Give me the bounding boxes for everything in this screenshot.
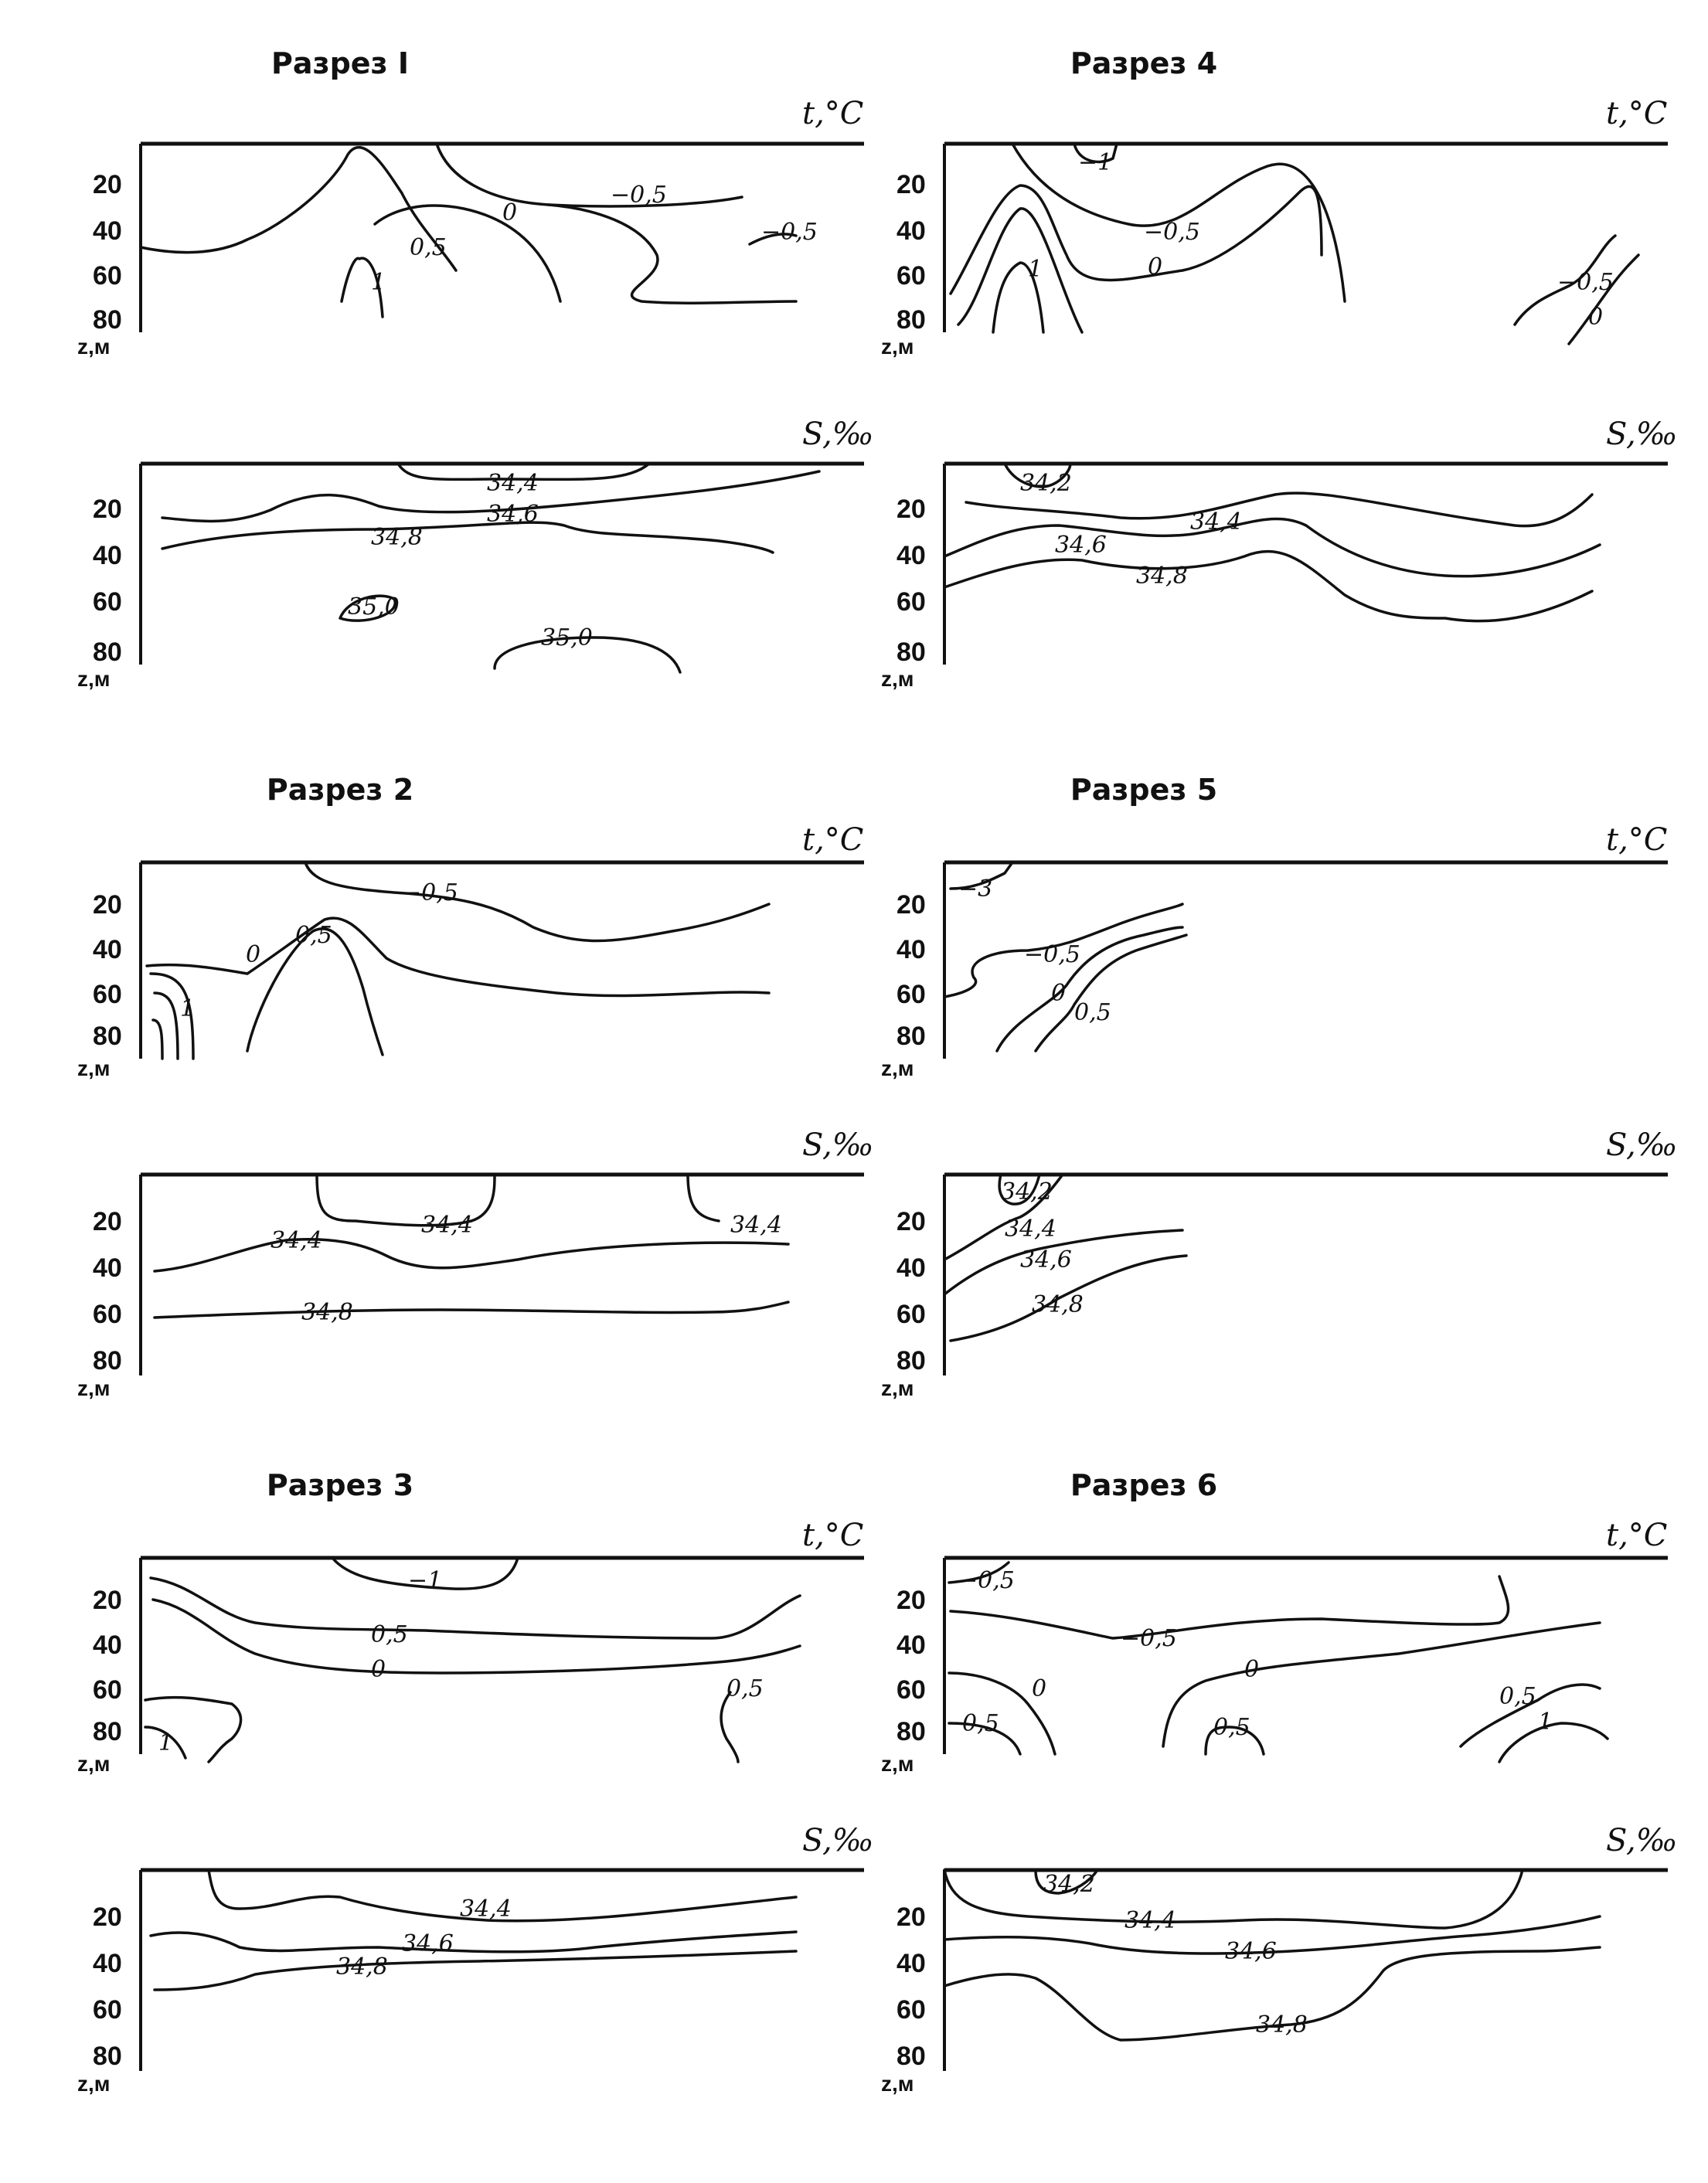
isoline-label: 1 (158, 1729, 174, 1756)
depth-tick: 80 (93, 1022, 122, 1051)
variable-label: t,°C (802, 822, 864, 858)
variable-label: t,°C (1606, 822, 1668, 858)
section-title: Разрез 4 (1070, 46, 1218, 80)
section-title: Разрез I (271, 46, 409, 80)
depth-tick: 20 (897, 1586, 926, 1615)
temperature-plot (858, 796, 1693, 1090)
temperature-panel (54, 1491, 889, 1785)
isoline-label: 0,5 (1499, 1683, 1536, 1710)
depth-axis-label: z,м (77, 1376, 111, 1400)
isoline (1499, 1723, 1608, 1762)
variable-label: t,°C (1606, 96, 1668, 131)
depth-tick: 80 (897, 1717, 926, 1746)
section-title: Разрез 6 (1070, 1468, 1218, 1502)
depth-tick: 20 (93, 890, 122, 920)
variable-label: t,°C (802, 96, 864, 131)
depth-tick: 80 (897, 638, 926, 667)
depth-axis-label: z,м (881, 335, 914, 359)
variable-label: S,‰ (1606, 417, 1678, 452)
temperature-plot (858, 70, 1693, 363)
isoline-label: −3 (958, 876, 993, 903)
salinity-panel (858, 1105, 1693, 1399)
isoline-label: 0 (1588, 304, 1604, 331)
depth-tick: 60 (897, 587, 926, 617)
isoline (721, 1692, 738, 1762)
isoline-label: 0 (1032, 1675, 1047, 1702)
depth-tick: 40 (897, 1630, 926, 1660)
isoline-label: 34,8 (301, 1299, 353, 1326)
isoline (153, 1600, 800, 1673)
variable-label: S,‰ (802, 1127, 874, 1163)
isoline (549, 205, 796, 303)
isoline-label: 34,4 (1005, 1216, 1056, 1243)
isoline (151, 1932, 796, 1952)
isoline-label: −0,5 (1144, 219, 1200, 246)
isoline (162, 522, 773, 553)
isoline-label: 34,2 (1043, 1871, 1095, 1898)
isoline-label: 0 (1148, 253, 1163, 281)
salinity-plot (858, 1800, 1693, 2094)
isoline-label: 34,4 (730, 1212, 782, 1239)
salinity-panel (858, 1800, 1693, 2094)
depth-tick: 60 (897, 980, 926, 1009)
isoline (155, 1302, 788, 1318)
depth-tick: 40 (897, 541, 926, 570)
isoline-label: 0,5 (295, 922, 332, 949)
depth-tick: 80 (93, 1717, 122, 1746)
isoline-label: 34,6 (402, 1930, 454, 1957)
isoline-label: 34,8 (1032, 1291, 1084, 1318)
depth-tick: 20 (897, 890, 926, 920)
depth-axis-label: z,м (77, 1752, 111, 1776)
isoline (375, 206, 560, 301)
isoline-label: 0,5 (962, 1710, 999, 1737)
depth-tick: 60 (897, 261, 926, 291)
depth-tick: 80 (897, 1346, 926, 1375)
isoline-label: 0,5 (1074, 999, 1111, 1026)
isoline-label: −0,5 (1024, 941, 1080, 968)
depth-tick: 20 (93, 170, 122, 199)
isoline-label: −1 (1078, 149, 1113, 176)
depth-tick: 40 (93, 541, 122, 570)
temperature-panel (858, 796, 1693, 1090)
isoline-label: −0,5 (1557, 269, 1614, 296)
isoline (153, 1020, 162, 1059)
isoline-label: 34,8 (336, 1953, 388, 1981)
salinity-panel (54, 1105, 889, 1399)
depth-axis-label: z,м (77, 1056, 111, 1080)
depth-tick: 40 (897, 1949, 926, 1978)
isoline (958, 209, 1082, 332)
depth-tick: 60 (93, 261, 122, 291)
isoline-label: 34,4 (1190, 508, 1242, 536)
depth-tick: 20 (93, 1207, 122, 1236)
isoline-label: 34,4 (270, 1227, 322, 1254)
temperature-plot (54, 70, 889, 363)
isoline-label: 34,4 (1124, 1907, 1176, 1934)
depth-tick: 40 (897, 1253, 926, 1283)
depth-tick: 80 (93, 1346, 122, 1375)
isoline-label: 0,5 (726, 1675, 764, 1702)
isoline-label: 34,4 (487, 470, 539, 497)
salinity-plot (54, 394, 889, 691)
salinity-panel (858, 394, 1693, 691)
isoline-label: −0,5 (1121, 1625, 1177, 1652)
salinity-plot (858, 1105, 1693, 1399)
isoline-label: −0,5 (402, 879, 458, 906)
depth-tick: 20 (93, 1586, 122, 1615)
temperature-panel (858, 1491, 1693, 1785)
isoline-label: −1 (408, 1567, 443, 1594)
depth-axis-label: z,м (77, 335, 111, 359)
isoline-label: −0,5 (611, 182, 667, 209)
depth-tick: 20 (93, 495, 122, 524)
isoline-label: −0,5 (761, 219, 818, 246)
isoline-label: 34,8 (371, 524, 423, 551)
isoline (155, 1239, 788, 1271)
depth-tick: 40 (93, 216, 122, 246)
isoline-label: 34,6 (1020, 1246, 1072, 1273)
salinity-plot (54, 1800, 889, 2094)
depth-tick: 80 (897, 2042, 926, 2071)
depth-tick: 20 (897, 1207, 926, 1236)
isoline-label: 34,2 (1001, 1178, 1053, 1205)
temperature-plot (54, 796, 889, 1090)
depth-tick: 40 (93, 1253, 122, 1283)
isoline-label: 34,2 (1020, 470, 1072, 497)
depth-tick: 80 (93, 638, 122, 667)
isoline (437, 144, 742, 206)
depth-tick: 40 (93, 1949, 122, 1978)
isoline-label: 34,4 (460, 1896, 512, 1923)
isoline-label: 0 (502, 199, 518, 226)
depth-axis-label: z,м (77, 2072, 111, 2096)
isoline-label: 34,8 (1256, 2011, 1308, 2038)
variable-label: t,°C (1606, 1518, 1668, 1553)
isoline (155, 1951, 796, 1990)
depth-axis-label: z,м (881, 1752, 914, 1776)
isoline (155, 993, 178, 1059)
depth-axis-label: z,м (881, 2072, 914, 2096)
depth-tick: 80 (93, 305, 122, 335)
depth-tick: 40 (93, 1630, 122, 1660)
temperature-plot (54, 1491, 889, 1785)
depth-tick: 60 (897, 1995, 926, 2025)
isoline-label: 35,0 (541, 624, 593, 651)
depth-tick: 20 (93, 1902, 122, 1932)
isoline (944, 1870, 1523, 1928)
depth-tick: 60 (93, 1300, 122, 1329)
isoline-label: 1 (1538, 1709, 1553, 1736)
isoline (944, 552, 1592, 621)
depth-axis-label: z,м (881, 667, 914, 691)
depth-tick: 60 (897, 1675, 926, 1705)
isoline-label: 0,5 (371, 1621, 408, 1648)
isoline (688, 1175, 719, 1221)
depth-axis-label: z,м (77, 667, 111, 691)
temperature-panel (54, 796, 889, 1090)
isoline-label: 34,8 (1136, 563, 1188, 590)
depth-tick: 40 (897, 216, 926, 246)
depth-tick: 60 (93, 587, 122, 617)
isoline-label: 0 (1051, 980, 1067, 1007)
isoline-label: 0 (371, 1656, 386, 1683)
depth-axis-label: z,м (881, 1376, 914, 1400)
isoline (305, 862, 769, 941)
isoline (951, 1576, 1509, 1638)
variable-label: t,°C (802, 1518, 864, 1553)
isoline-label: 1 (371, 269, 386, 296)
isoline-label: 0,5 (1213, 1714, 1250, 1741)
depth-tick: 40 (93, 935, 122, 964)
salinity-plot (858, 394, 1693, 691)
variable-label: S,‰ (802, 1823, 874, 1858)
salinity-plot (54, 1105, 889, 1399)
isoline-label: 0 (246, 941, 261, 968)
depth-tick: 20 (897, 170, 926, 199)
depth-tick: 20 (897, 1902, 926, 1932)
variable-label: S,‰ (802, 417, 874, 452)
salinity-panel (54, 1800, 889, 2094)
variable-label: S,‰ (1606, 1127, 1678, 1163)
salinity-panel (54, 394, 889, 691)
variable-label: S,‰ (1606, 1823, 1678, 1858)
isoline (966, 493, 1592, 526)
isoline-label: −0,5 (958, 1567, 1015, 1594)
isoline-label: 34,6 (1225, 1938, 1277, 1965)
section-title: Разрез 3 (266, 1468, 414, 1502)
depth-tick: 80 (897, 305, 926, 335)
depth-tick: 60 (93, 1995, 122, 2025)
depth-tick: 80 (93, 2042, 122, 2071)
isoline (944, 519, 1600, 576)
isoline-label: 34,4 (421, 1212, 473, 1239)
temperature-panel (54, 70, 889, 363)
depth-tick: 20 (897, 495, 926, 524)
isoline-label: 0 (1244, 1656, 1260, 1683)
section-title: Разрез 5 (1070, 773, 1218, 807)
isoline-label: 1 (1028, 256, 1043, 283)
depth-tick: 60 (897, 1300, 926, 1329)
isoline-label: 34,6 (1055, 532, 1107, 559)
depth-axis-label: z,м (881, 1056, 914, 1080)
section-title: Разрез 2 (266, 773, 414, 807)
depth-tick: 60 (93, 980, 122, 1009)
depth-tick: 80 (897, 1022, 926, 1051)
isoline-label: 0,5 (410, 234, 447, 261)
temperature-plot (858, 1491, 1693, 1785)
isoline-label: 34,6 (487, 501, 539, 528)
isoline-label: 1 (180, 995, 196, 1022)
temperature-panel (858, 70, 1693, 363)
depth-tick: 40 (897, 935, 926, 964)
isoline-label: 35,0 (348, 593, 400, 621)
depth-tick: 60 (93, 1675, 122, 1705)
